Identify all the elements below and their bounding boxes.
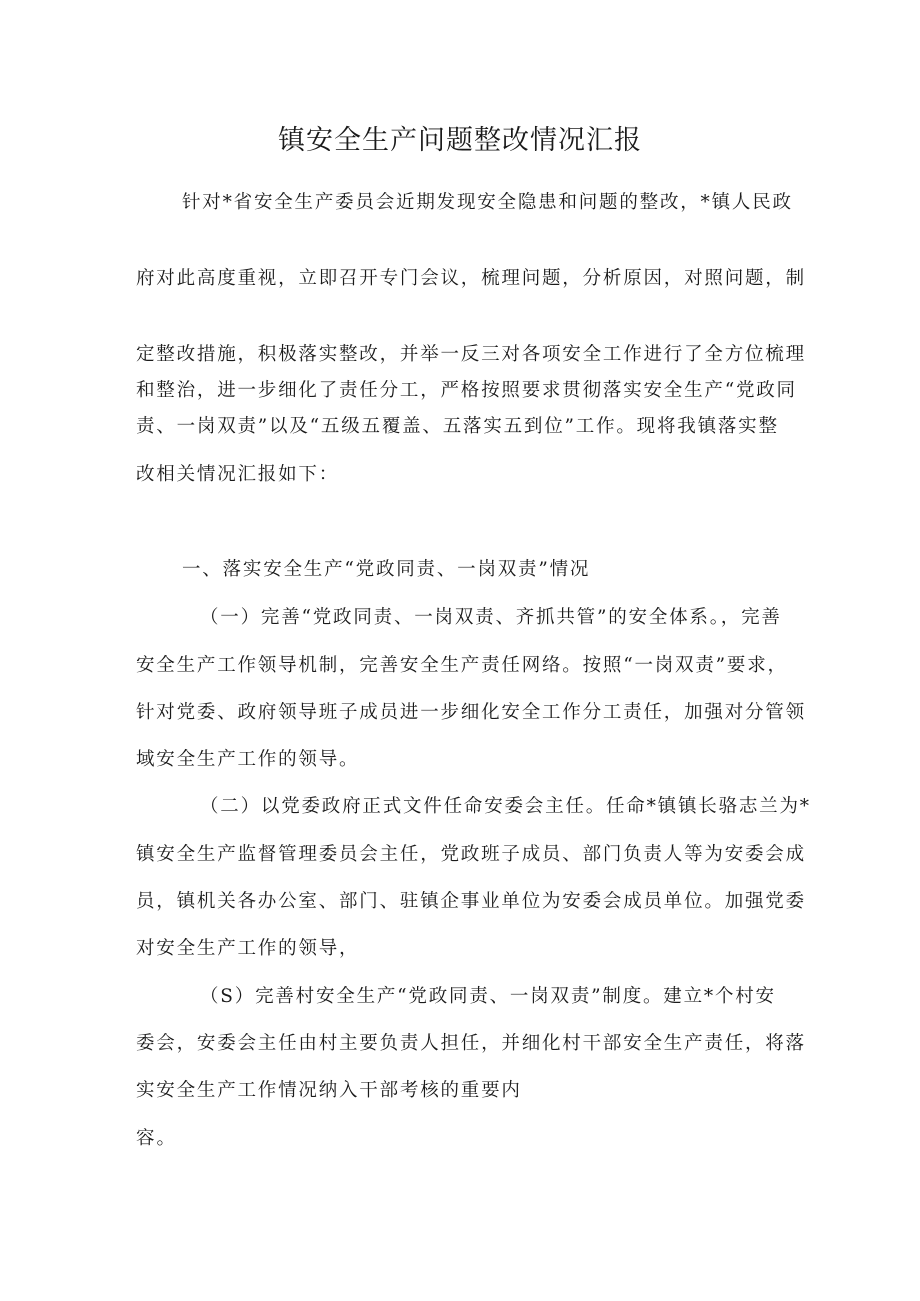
- intro-line: 府对此高度重视，立即召开专门会议，梳理问题，分析原因，对照问题，制: [136, 268, 806, 289]
- section-heading: 一、落实安全生产“党政同责、一岗双责”情况: [182, 559, 591, 580]
- intro-line: 和整治，进一步细化了责任分工，严格按照要求贯彻落实安全生产“党政同: [136, 380, 797, 401]
- document-title: 镇安全生产问题整改情况汇报: [278, 125, 642, 156]
- item-line: 域安全生产工作的领导。: [136, 749, 360, 770]
- item-line: 员，镇机关各办公室、部门、驻镇企事业单位为安委会成员单位。加强党委: [136, 891, 806, 912]
- intro-line: 针对*省安全生产委员会近期发现安全隐患和问题的整改，*镇人民政: [182, 192, 793, 213]
- item-line: 镇安全生产监督管理委员会主任，党政班子成员、部门负责人等为安委会成: [136, 844, 806, 865]
- intro-line: 责、一岗双责”以及“五级五覆盖、五落实五到位”工作。现将我镇落实整: [136, 416, 779, 437]
- item-line: （S）完善村安全生产“党政同责、一岗双责”制度。建立*个村安: [200, 986, 776, 1007]
- intro-line: 定整改措施，积极落实整改，并举一反三对各项安全工作进行了全方位梳理: [136, 344, 806, 365]
- intro-line: 改相关情况汇报如下：: [136, 464, 340, 485]
- item-line: 安全生产工作领导机制，完善安全生产责任网络。按照“一岗双责”要求，: [136, 655, 788, 676]
- item-line: 委会，安委会主任由村主要负责人担任，并细化村干部安全生产责任，将落: [136, 1033, 806, 1054]
- item-line: （一）完善“党政同责、一岗双责、齐抓共管”的安全体系。，完善: [200, 607, 782, 628]
- item-line: （二）以党委政府正式文件任命安委会主任。任命*镇镇长骆志兰为*: [200, 796, 811, 817]
- item-line: 对安全生产工作的领导，: [136, 938, 360, 959]
- item-line: 针对党委、政府领导班子成员进一步细化安全工作分工责任，加强对分管领: [136, 702, 806, 723]
- item-line: 容。: [136, 1128, 178, 1149]
- item-line: 实安全生产工作情况纳入干部考核的重要内: [136, 1080, 522, 1101]
